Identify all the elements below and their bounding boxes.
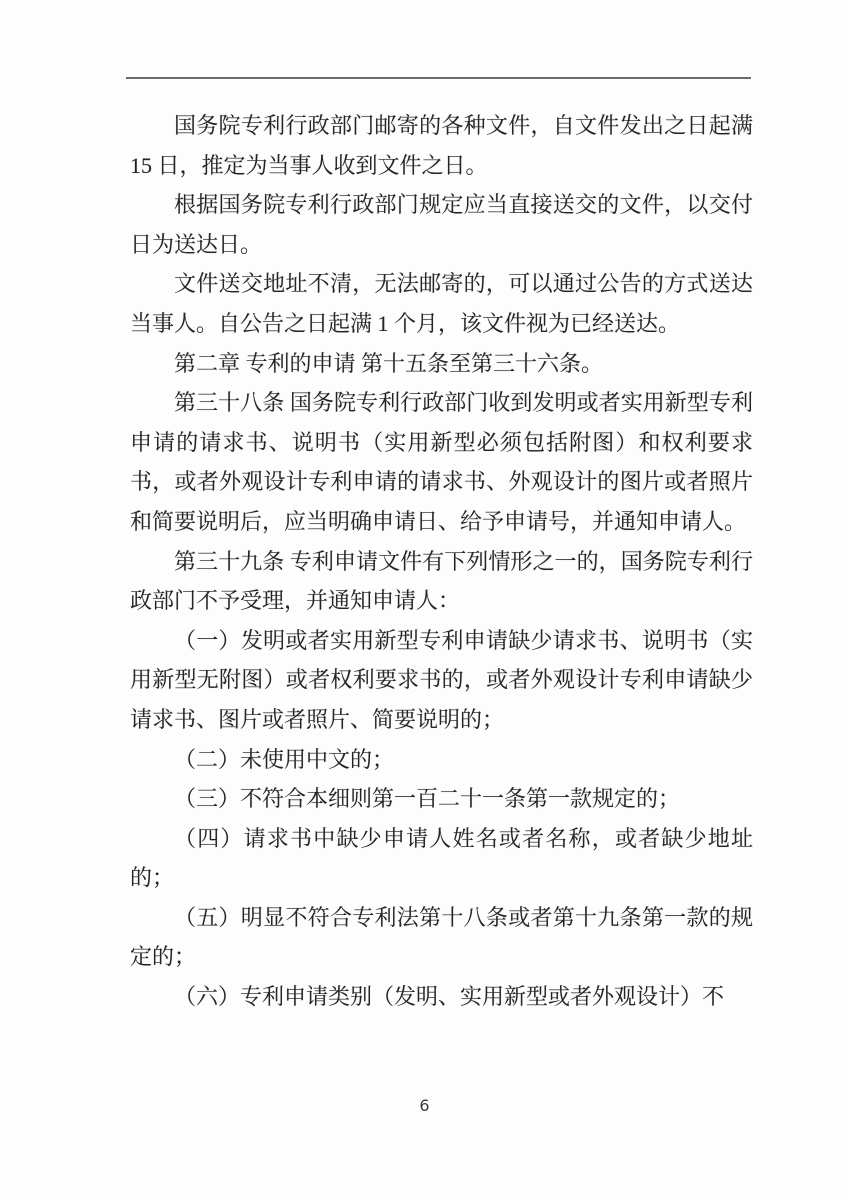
paragraph-article-38: 第三十八条 国务院专利行政部门收到发明或者实用新型专利申请的请求书、说明书（实用新型必须包括附图）和权利要求书，或者外观设计专利申请的请求书、外观设计的图片或者照片和简要说明后，应当明确申请日、给予申请号，并通知申请人。 [130,390,753,534]
paragraph-chapter2-heading: 第二章 专利的申请 第十五条至第三十六条。 [174,350,604,376]
paragraph-article-39-item-3: （三）不符合本细则第一百二十一条第一款规定的； [174,786,681,812]
paragraph-article-39-item-5: （五）明显不符合专利法第十八条或者第十九条第一款的规定的； [130,904,753,970]
paragraph-article-39-item-6: （六）专利申请类别（发明、实用新型或者外观设计）不 [174,984,725,1010]
paragraph-article-39-item-2: （二）未使用中文的； [174,746,395,772]
paragraph-direct-delivery: 根据国务院专利行政部门规定应当直接送交的文件，以交付日为送达日。 [130,192,753,257]
paragraph-public-announcement: 文件送交地址不清，无法邮寄的，可以通过公告的方式送达当事人。自公告之日起满 1 个月，该文件视为已经送达。 [130,271,753,336]
paragraph-article-39-intro: 第三十九条 专利申请文件有下列情形之一的，国务院专利行政部门不予受理，并通知申请人： [130,548,753,614]
paragraph-article-39-item-1: （一）发明或者实用新型专利申请缺少请求书、说明书（实用新型无附图）或者权利要求书的，或者外观设计专利申请缺少请求书、图片或者照片、简要说明的； [130,627,753,732]
document-body [130,106,753,1017]
page-number: 6 [419,1096,430,1115]
paragraph-mail-delivery: 国务院专利行政部门邮寄的各种文件，自文件发出之日起满 15 日，推定为当事人收到文件之日。 [130,113,753,178]
header-divider [126,77,751,79]
paragraph-article-39-item-4: （四）请求书中缺少申请人姓名或者名称，或者缺少地址的； [130,825,753,891]
page-footer [0,1096,849,1116]
